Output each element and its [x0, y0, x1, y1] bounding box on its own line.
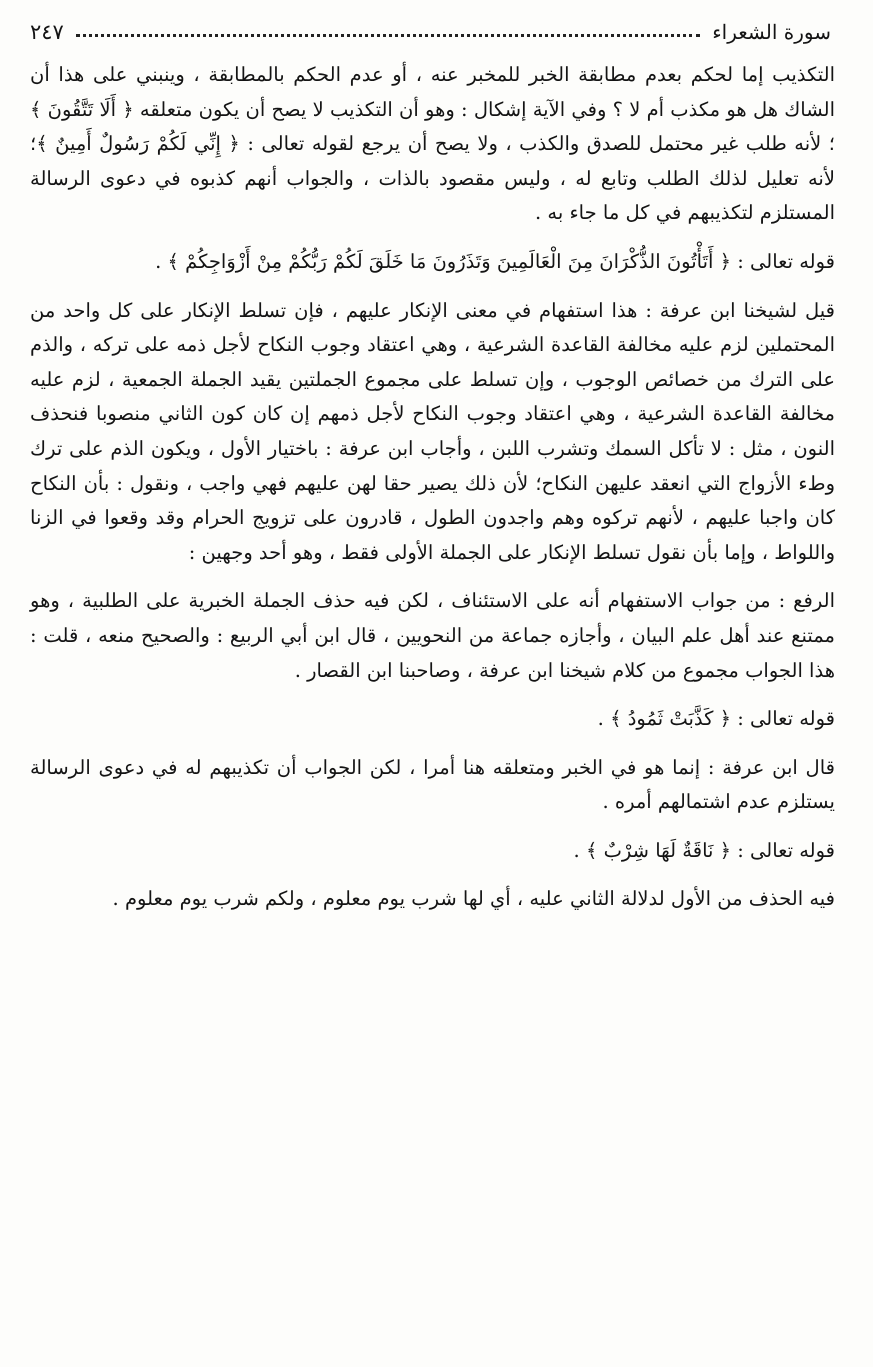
page-body — [30, 58, 835, 917]
paragraph-3: الرفع : من جواب الاستفهام أنه على الاستئناف ، لكن فيه حذف الجملة الخبرية على الطلبية ، وهو ممتنع عند أهل علم البيان ، وأجازه جماعة من النحويين ، قال ابن أبي الربيع : والصحيح منعه ، قلت : هذا الجواب مجموع من كلام شيخنا ابن عرفة ، وصاحبنا ابن القصار . — [30, 589, 835, 682]
verse-heading-2: قوله تعالى : ﴿ كَذَّبَتْ ثَمُودُ ﴾ . — [597, 707, 835, 731]
paragraph-1: التكذيب إما لحكم بعدم مطابقة الخبر للمخبر عنه ، أو عدم الحكم بالمطابقة ، وينبني على هذا أن الشاك هل هو مكذب أم لا ؟ وفي الآية إشكال : وهو أن التكذيب لا يصح أن يكون متعلقه ﴿ أَلَا تَتَّقُونَ ﴾ ؛ لأنه طلب غير محتمل للصدق والكذب ، ولا يصح أن يرجع لقوله تعالى : ﴿ إِنِّي لَكُمْ رَسُولٌ أَمِينٌ ﴾؛ لأنه تعليل لذلك الطلب وتابع له ، وليس مقصود بالذات ، والجواب أنهم كذبوه في دعوى الرسالة المستلزم لتكذيبهم في كل ما جاء به . — [30, 63, 835, 225]
page-header — [30, 14, 831, 50]
paragraph-4: قال ابن عرفة : إنما هو في الخبر ومتعلقه هنا أمرا ، لكن الجواب أن تكذيبهم له في دعوى الرسالة يستلزم عدم اشتمالهم أمره . — [30, 755, 835, 814]
verse-heading-3: قوله تعالى : ﴿ نَاقَةٌ لَهَا شِرْبٌ ﴾ . — [573, 838, 835, 862]
page-number: ٢٤٧ — [30, 20, 64, 44]
paragraph-5: فيه الحذف من الأول لدلالة الثاني عليه ، أي لها شرب يوم معلوم ، ولكم شرب يوم معلوم . — [112, 887, 835, 911]
verse-heading-1: قوله تعالى : ﴿ أَتَأْتُونَ الذُّكْرَانَ مِنَ الْعَالَمِينَ وَتَذَرُونَ مَا خَلَقَ لَكُمْ رَبُّكُمْ مِنْ أَزْوَاجِكُمْ ﴾ . — [155, 249, 835, 273]
header-dotted-leader — [76, 34, 700, 37]
paragraph-2: قيل لشيخنا ابن عرفة : هذا استفهام في معنى الإنكار عليهم ، فإن تسلط الإنكار على كل واحد من المحتملين لزم عليه مخالفة القاعدة الشرعية ، وهي اعتقاد وجوب النكاح لأجل ذمه على تركه ، والذم على الترك من خصائص الوجوب ، وإن تسلط على مجموع الجملتين يقيد الجملة الجمعية ، لزم عليه مخالفة القاعدة الشرعية ، وهي اعتقاد وجوب النكاح لأجل ذمهم إن كان كون الثاني منصوبا فنحذف النون ، مثل : لا تأكل السمك وتشرب اللبن ، وأجاب ابن عرفة : باختيار الأول ، ويكون الذم على ترك وطء الأزواج التي انعقد عليهن النكاح؛ لأن ذلك يصير حقا لهن عليهم فهي واجب ، ونقول : بأن النكاح كان واجبا عليهم ، لأنهم تركوه وهم واجدون الطول ، قادرون على تزويج الحرام وقد وقعوا في الزنا واللواط ، وإما بأن نقول تسلط الإنكار على الجملة الأولى فقط ، وهو أحد وجهين : — [30, 298, 835, 564]
surah-title: سورة الشعراء — [712, 20, 831, 44]
